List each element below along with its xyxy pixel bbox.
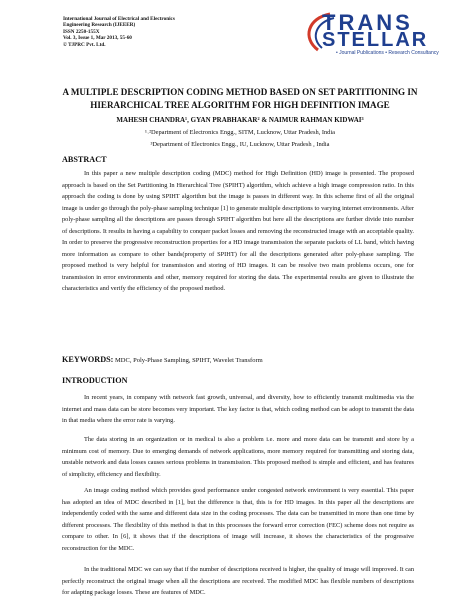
affiliation-1: ¹˒²Department of Electronics Engg., SITM, Lucknow, Uttar Pradesh, India bbox=[145, 129, 335, 136]
title-line-2: HIERARCHICAL TREE ALGORITHM FOR HIGH DEFINITION IMAGE bbox=[90, 100, 390, 110]
intro-paragraph-1: In recent years, in company with network fast growth, universal, and diversity, how to efficiently transmit multimedia via the internet and mass data can be store becomes very important. The key factor is that, which coding method can be adopt to transmit the data in that media where the error rate is varying. bbox=[62, 394, 414, 425]
logo-word-stellar: STELLAR bbox=[322, 29, 429, 51]
journal-copyright: © TJPRC Pvt. Ltd. bbox=[63, 41, 106, 48]
intro-paragraph-3: An image coding method which provides good performance under congested network environment is very essential. This paper has adopted an idea of MDC described in [1], but the difference is that, this is for HD images. In this paper all the descriptions are independently coded with the same and different data size in the coding processes. The data can be transmitted in more than one time by different processes. The flexibility of this method is that in this processes the forward error correction (FEC) scheme does not require as compare to other. In [6], it shows that if the descriptions of image will increase, it shows the characteristics of the progressive reconstruction for the MDC. bbox=[62, 487, 414, 552]
author-list: MAHESH CHANDRA¹, GYAN PRABHAKAR² & NAIMUR RAHMAN KIDWAI³ bbox=[116, 116, 364, 124]
abstract-text: In this paper a new multiple description coding (MDC) method for High Definition (HD) image is presented. The proposed approach is based on the Set Partitioning In Hierarchical Tree (SPIHT) algorithm, which achieve a high image compression ratio. In this approach the coding is done by using SPIHT algorithm but the image is passes in different way. In this scheme first of all the original image is under go through the poly-phase sampling technique [1] to generate multiple descriptions to varying internet environments. After poly-phase sampling all the descriptions are passes through SPIHT algorithm but here all the descriptions are further divide into number of descriptions. It results in having a capability to conquer packet losses and removing the reconstructed image with an acceptable quality. In order to preserve the progressive reconstruction properties for a HD image transmission the separate packets of LL band, which having more information as compare to other bands(property of SPIHT) for all the descriptions generated after poly-phase sampling. The proposed method is very helpful for transmission and storing of HD images. It can be resolve two main problems occurs, one for transmission in error environments and other, memory required for storing the data. The experimental results are given to illustrate the characteristics and verify the efficiency of the proposed method. bbox=[62, 170, 414, 293]
affiliation-2: ³Department of Electronics Engg., IU, Lucknow, Uttar Pradesh , India bbox=[150, 141, 330, 148]
keywords-text: MDC, Poly-Phase Sampling, SPIHT, Wavelet Transform bbox=[115, 357, 263, 364]
introduction-heading: INTRODUCTION bbox=[62, 376, 128, 385]
journal-info bbox=[63, 16, 175, 48]
journal-issn: ISSN 2250-155X bbox=[63, 28, 100, 35]
paper-title bbox=[60, 86, 420, 112]
abstract-heading: ABSTRACT bbox=[62, 155, 107, 164]
journal-name-line1: International Journal of Electrical and Electronics bbox=[63, 16, 175, 22]
journal-volume: Vol. 3, Issue 1, Mar 2013, 55-60 bbox=[63, 35, 132, 42]
keywords bbox=[62, 355, 263, 364]
keywords-label: KEYWORDS: bbox=[62, 355, 114, 364]
logo-word-trans: TRANS bbox=[322, 10, 413, 35]
logo-tagline: • Journal Publications • Research Consultancy bbox=[336, 50, 439, 56]
intro-paragraph-2: The data storing in an organization or in medical is also a problem i.e. more and more data can be transmit and store by a minimum cost of memory. Due to emerging demands of network applications, more memory required for transmitting and storing data, unstable network and data losses causes serious problems in transmission. This proposed method is simple and efficient, and has features of simplicity, efficiency and flexibility. bbox=[62, 436, 414, 478]
intro-paragraph-4: In the traditional MDC we can say that if the number of descriptions received is higher, the quality of image will improved. It can perfectly reconstruct the original image when all the descriptions are received. The modified MDC has flexible numbers of descriptions for adapting package losses. These are features of MDC. bbox=[62, 566, 414, 597]
journal-name-line2: Engineering Research (IJEEER) bbox=[63, 22, 136, 29]
transstellar-logo bbox=[300, 8, 439, 56]
title-line-1: A MULTIPLE DESCRIPTION CODING METHOD BASED ON SET PARTITIONING IN bbox=[62, 87, 418, 97]
